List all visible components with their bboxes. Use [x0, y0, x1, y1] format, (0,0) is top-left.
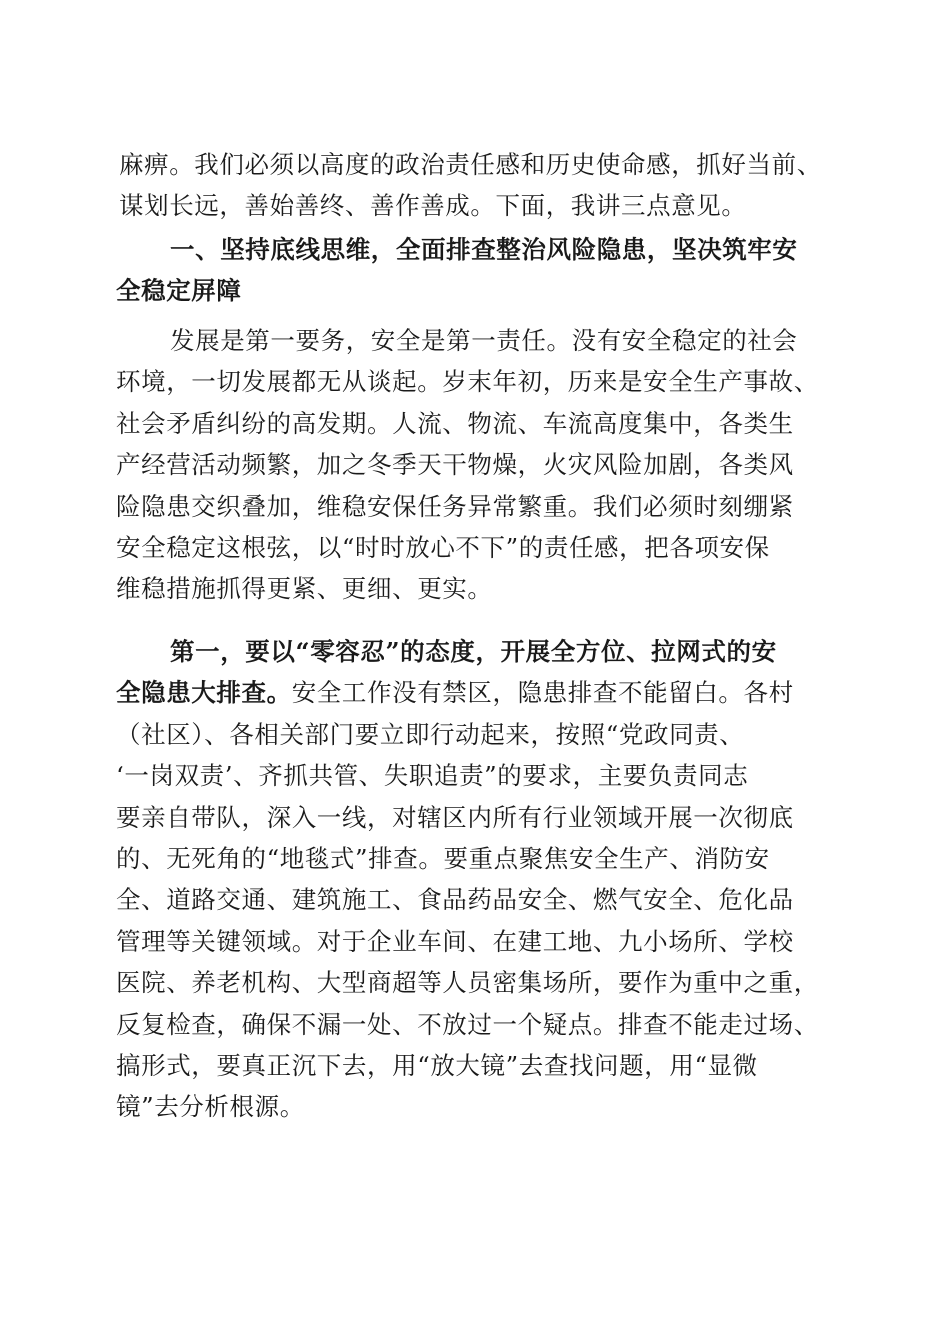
intro-line: 麻痹。我们必须以高度的政治责任感和历史使命感，抓好当前、 [119, 150, 822, 179]
paragraph-line: 镜”去分析根源。 [116, 1092, 305, 1122]
paragraph-line: ‘一岗双责’、齐抓共管、失职追责”的要求，主要负责同志 [116, 761, 749, 791]
paragraph-line: 反复检查，确保不漏一处、不放过一个疑点。排查不能走过场、 [116, 1009, 819, 1039]
section-heading-line: 一、坚持底线思维，全面排查整治风险隐患，坚决筑牢安 [170, 235, 798, 264]
paragraph-line: 的、无死角的“地毯式”排查。要重点聚焦安全生产、消防安 [116, 843, 770, 873]
section-heading-line: 全稳定屏障 [116, 276, 242, 306]
paragraph-line [116, 672, 838, 713]
paragraph-line: 环境，一切发展都无从谈起。岁末年初，历来是安全生产事故、 [116, 367, 819, 397]
paragraph-line: 要亲自带队，深入一线，对辖区内所有行业领域开展一次彻底 [116, 802, 794, 832]
paragraph-hazard-inspection [116, 631, 838, 1128]
paragraph-line: 维稳措施抓得更紧、更细、更实。 [116, 574, 493, 604]
paragraph-line: 搞形式，要真正沉下去，用“放大镜”去查找问题，用“显微 [116, 1050, 758, 1080]
intro-line: 谋划长远，善始善终、善作善成。下面，我讲三点意见。 [119, 191, 747, 221]
paragraph-line: 产经营活动频繁，加之冬季天干物燥，火灾风险加剧，各类风 [116, 450, 794, 480]
paragraph-line: 发展是第一要务，安全是第一责任。没有安全稳定的社会 [170, 326, 798, 355]
paragraph-line: 社会矛盾纠纷的高发期。人流、物流、车流高度集中，各类生 [116, 408, 794, 438]
paragraph-bold-lead: 第一，要以“零容忍”的态度，开展全方位、拉网式的安 [170, 637, 777, 666]
paragraph-line: 全、道路交通、建筑施工、食品药品安全、燃气安全、危化品 [116, 885, 794, 915]
paragraph-bold-lead: 全隐患大排查。 [116, 678, 292, 708]
paragraph-line: 医院、养老机构、大型商超等人员密集场所，要作为重中之重， [116, 968, 819, 998]
paragraph-safety-priority [116, 320, 838, 610]
paragraph-line: 安全稳定这根弦，以“时时放心不下”的责任感，把各项安保 [116, 532, 770, 562]
paragraph-line: 管理等关键领域。对于企业车间、在建工地、九小场所、学校 [116, 926, 794, 956]
section-heading [116, 229, 838, 312]
paragraph-line: 险隐患交织叠加，维稳安保任务异常繁重。我们必须时刻绷紧 [116, 491, 794, 521]
paragraph-line [116, 631, 838, 672]
paragraph-line: （社区）、各相关部门要立即行动起来，按照“党政同责、 [116, 719, 745, 749]
intro-paragraph [116, 144, 838, 227]
paragraph-text: 安全工作没有禁区，隐患排查不能留白。各村 [291, 678, 794, 708]
